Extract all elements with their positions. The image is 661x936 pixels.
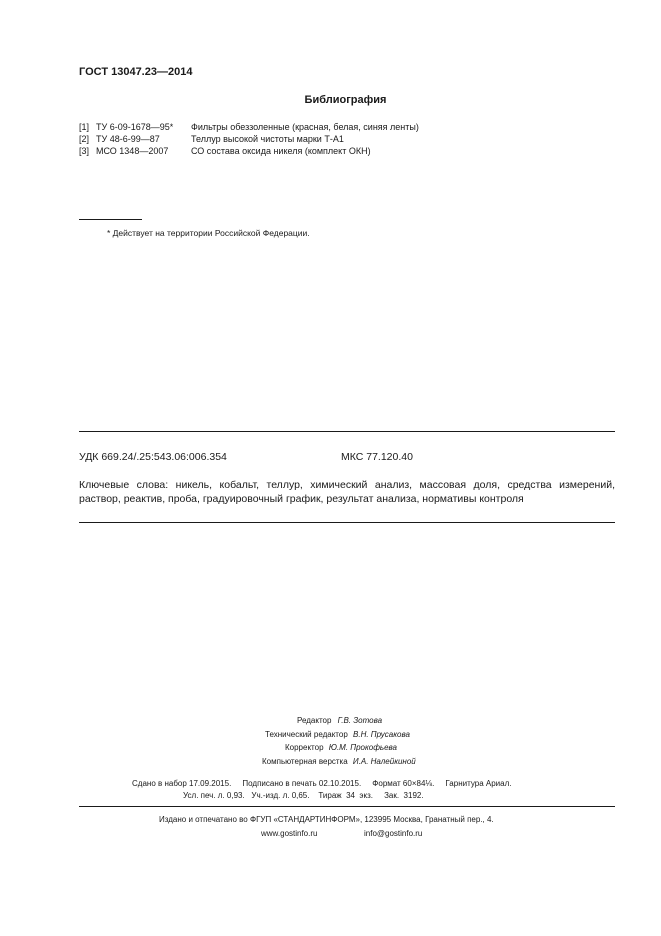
credit-layout [262,757,416,766]
credit-editor [297,716,382,725]
credit-proofreader [285,743,397,752]
section-title: Библиография [304,94,387,106]
credit-role: Компьютерная верстка [262,757,348,766]
udk-code: УДК 669.24/.25:543.06:006.354 [79,451,227,463]
email-link[interactable]: info@gostinfo.ru [364,829,423,838]
footnote: * Действует на территории Российской Федерации. [107,228,310,238]
keywords-line-1: Ключевые слова: никель, кобальт, теллур, химический анализ, массовая доля, средства измерений, [79,479,615,491]
credit-name: В.Н. Прусакова [353,730,410,739]
divider-bottom [79,522,615,523]
credit-name: И.А. Налейкиной [352,757,416,766]
keywords [79,478,615,506]
ref-number: [1] [79,122,90,132]
divider-top [79,431,615,432]
ref-code: МСО 1348—2007 [96,146,169,156]
bibliography-item [79,146,479,158]
credit-role: Корректор [285,743,324,752]
website-link[interactable]: www.gostinfo.ru [261,829,318,838]
footnote-divider [79,219,142,220]
keywords-line-2: раствор, реактив, проба, градуировочный график, результат анализа, нормативы контроля [79,493,524,505]
ref-description: Фильтры обеззоленные (красная, белая, синяя ленты) [191,122,419,132]
credit-name: Ю.М. Прокофьева [328,743,397,752]
bibliography-item [79,134,479,146]
imprint-line-2: Усл. печ. л. 0,93. Уч.-изд. л. 0,65. Тираж 34 экз. Зак. 3192. [183,791,424,800]
publisher-line: Издано и отпечатано во ФГУП «СТАНДАРТИНФОРМ», 123995 Москва, Гранатный пер., 4. [159,815,494,824]
bibliography-item [79,122,479,134]
document-header: ГОСТ 13047.23—2014 [79,66,193,78]
ref-description: Теллур высокой чистоты марки Т-А1 [191,134,344,144]
ref-description: СО состава оксида никеля (комплект ОКН) [191,146,371,156]
credit-role: Редактор [297,716,332,725]
ref-number: [3] [79,146,90,156]
imprint-line-1: Сдано в набор 17.09.2015. Подписано в печать 02.10.2015. Формат 60×84⅛. Гарнитура Ариал. [132,779,512,788]
ref-code: ТУ 48-6-99—87 [96,134,160,144]
ref-code: ТУ 6-09-1678—95* [96,122,174,132]
mks-code: МКС 77.120.40 [341,451,413,463]
credit-tech-editor [265,730,410,739]
ref-number: [2] [79,134,90,144]
imprint-divider [79,806,615,807]
credit-role: Технический редактор [265,730,348,739]
credit-name: Г.В. Зотова [337,716,383,725]
